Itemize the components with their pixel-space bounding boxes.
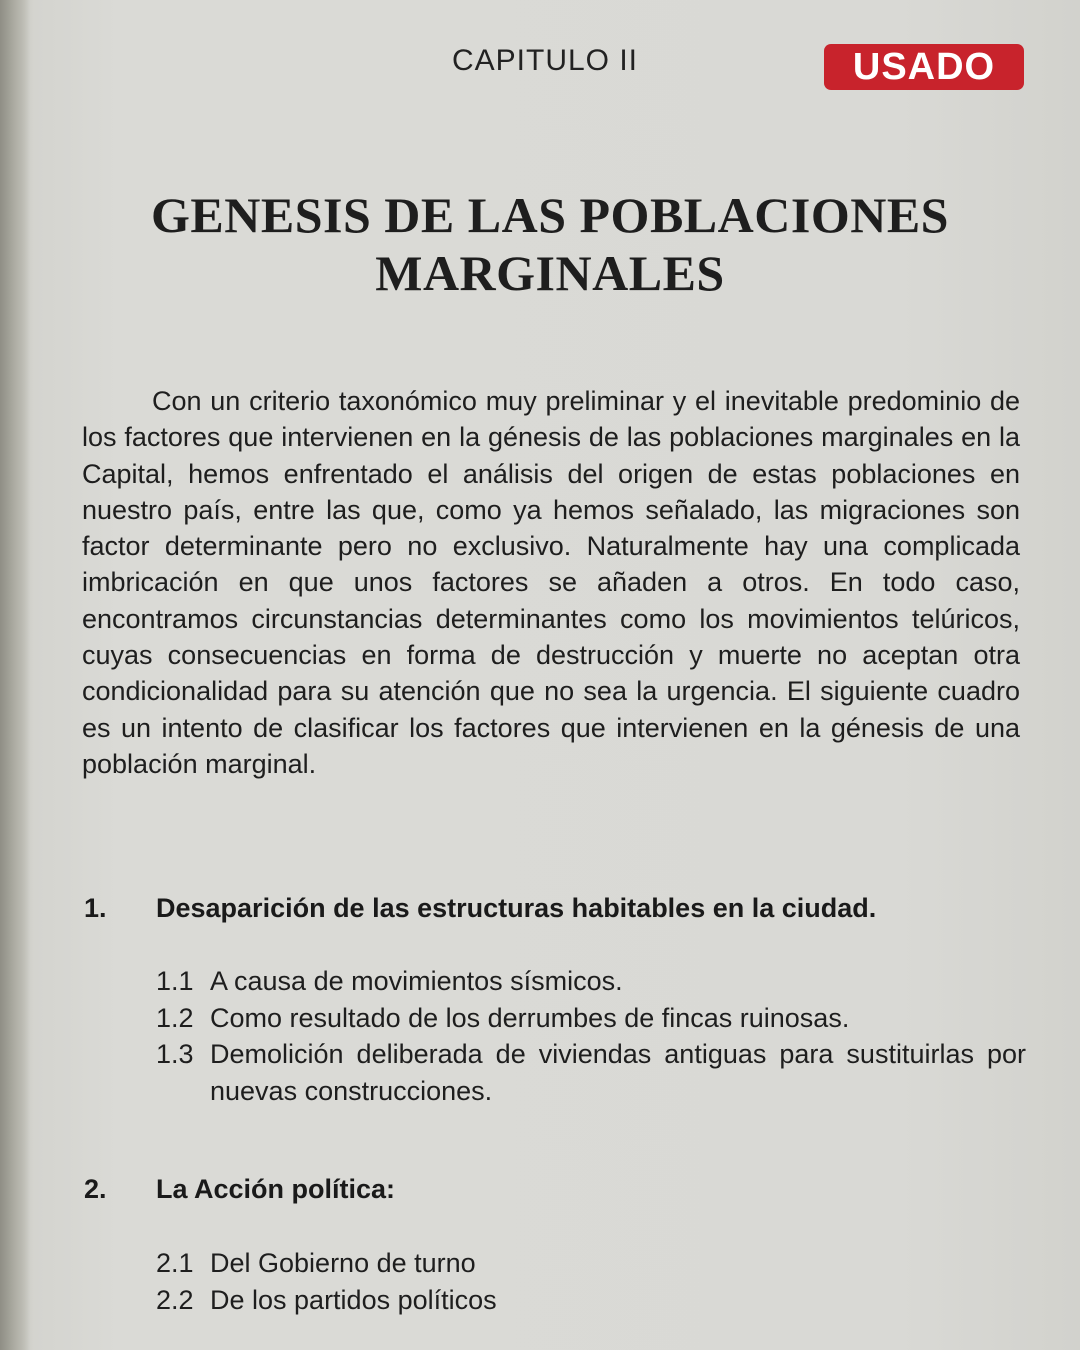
section-items xyxy=(156,1245,1026,1318)
item-text: Como resultado de los derrumbes de fincas ruinosas. xyxy=(210,1002,850,1033)
item-number: 1.1 xyxy=(156,966,194,996)
item-number: 2.1 xyxy=(156,1248,194,1278)
chapter-title-line-1: GENESIS DE LAS POBLACIONES xyxy=(151,187,949,243)
list-item xyxy=(156,1282,1026,1319)
item-text: Del Gobierno de turno xyxy=(210,1248,476,1278)
list-item xyxy=(156,1245,1026,1282)
section-heading xyxy=(84,1174,1024,1205)
page-spine-shadow xyxy=(0,0,30,1350)
list-item xyxy=(156,1036,1026,1109)
section-number: 2. xyxy=(84,1174,107,1204)
item-number: 2.2 xyxy=(156,1284,194,1315)
item-number: 1.2 xyxy=(156,1002,194,1033)
intro-paragraph: Con un criterio taxonómico muy preliminar y el inevitable predominio de los factores que intervienen en la génesis de las poblaciones marginales en la Capital, hemos enfrentado el análisis del origen de estas poblaciones en nuestro país, entre las que, como ya hemos señalado, las migraciones son factor determinante pero no exclusivo. Naturalmente hay una complicada imbricación en que unos factores se añaden a otros. En todo caso, encontramos circunstancias determinantes como los movimientos telúricos, cuyas consecuencias en forma de destrucción y muerte no aceptan otra condicionalidad para su atención que no sea la urgencia. El siguiente cuadro es un intento de clasificar los factores que intervienen en la génesis de una población marginal. xyxy=(82,386,1020,779)
chapter-title-line-2: MARGINALES xyxy=(375,245,725,301)
list-item xyxy=(156,963,1026,1000)
section-number: 1. xyxy=(84,893,107,923)
chapter-title xyxy=(100,186,1000,302)
section-heading xyxy=(84,893,1024,924)
section-items xyxy=(156,963,1026,1109)
bleed-through-text xyxy=(120,138,127,169)
section-title: La Acción política: xyxy=(156,1174,396,1204)
item-text: A causa de movimientos sísmicos. xyxy=(210,966,623,996)
chapter-label: CAPITULO II xyxy=(451,44,639,77)
used-badge: USADO xyxy=(824,44,1024,90)
list-item xyxy=(156,1000,1026,1037)
section-title: Desaparición de las estructuras habitables en la ciudad. xyxy=(156,893,877,923)
item-text: De los partidos políticos xyxy=(210,1284,497,1315)
item-number: 1.3 xyxy=(156,1039,194,1069)
item-text: Demolición deliberada de viviendas antiguas para sustituirlas por nuevas construcciones. xyxy=(210,1039,1026,1106)
